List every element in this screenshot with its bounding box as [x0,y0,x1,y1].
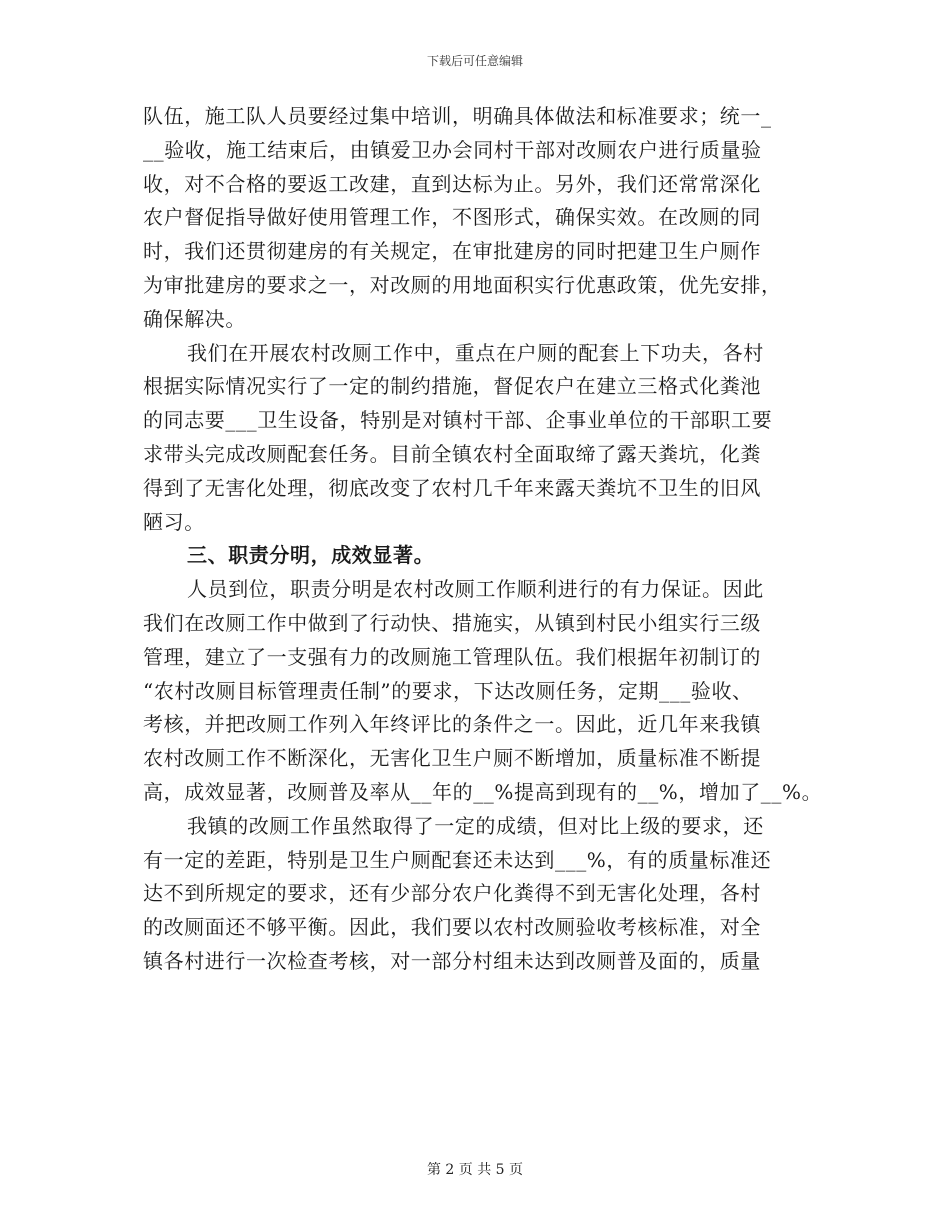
paragraph-line: 的同志要___卫生设备，特别是对镇村干部、企事业单位的干部职工要 [143,408,773,433]
document-body [143,100,823,979]
paragraph-line: 确保解决。 [143,306,246,331]
paragraph-line: 有一定的差距，特别是卫生户厕配套还未达到___%，有的质量标准还 [143,847,772,872]
paragraph-line: 达不到所规定的要求，还有少部分农户化粪得不到无害化处理，各村 [143,881,761,906]
paragraph-line: 得到了无害化处理，彻底改变了农村几千年来露天粪坑不卫生的旧风 [143,475,761,500]
paragraph-line: 高，成效显著，改厕普及率从__年的__%提高到现有的__%，增加了__%。 [143,779,823,804]
page-number: 第 2 页 共 5 页 [426,1162,524,1178]
paragraph-line: 陋习。 [143,509,205,534]
paragraph-line: 收，对不合格的要返工改建，直到达标为止。另外，我们还常常深化 [143,171,761,196]
paragraph-line: 求带头完成改厕配套任务。目前全镇农村全面取缔了露天粪坑，化粪 [143,441,761,466]
paragraph-line: 农村改厕工作不断深化，无害化卫生户厕不断增加，质量标准不断提 [143,746,761,771]
paragraph-line: 的改厕面还不够平衡。因此，我们要以农村改厕验收考核标准，对全 [143,915,761,940]
paragraph-first-line: 人员到位，职责分明是农村改厕工作顺利进行的有力保证。因此 [187,577,764,602]
paragraph-line: 根据实际情况实行了一定的制约措施，督促农户在建立三格式化粪池 [143,374,761,399]
section-heading: 三、职责分明，成效显著。 [187,543,435,568]
paragraph-line: 队伍，施工队人员要经过集中培训，明确具体做法和标准要求；统一_ [143,104,772,128]
paragraph-line: 管理，建立了一支强有力的改厕施工管理队伍。我们根据年初制订的 [143,644,761,669]
paragraph-first-line: 我镇的改厕工作虽然取得了一定的成绩，但对比上级的要求，还 [187,813,764,838]
paragraph-line: 镇各村进行一次检查考核，对一部分村组未达到改厕普及面的，质量 [143,948,761,973]
paragraph-line: 时，我们还贯彻建房的有关规定，在审批建房的同时把建卫生户厕作 [143,239,761,264]
paragraph-line: “农村改厕目标管理责任制”的要求，下达改厕任务，定期___验收、 [143,678,753,703]
paragraph-first-line: 我们在开展农村改厕工作中，重点在户厕的配套上下功夫，各村 [187,340,764,365]
paragraph-line: __验收，施工结束后，由镇爱卫办会同村干部对改厕农户进行质量验 [143,137,762,162]
paragraph-line: 为审批建房的要求之一，对改厕的用地面积实行优惠政策，优先安排， [143,272,782,297]
paragraph-line: 考核，并把改厕工作列入年终评比的条件之一。因此，近几年来我镇 [143,712,761,737]
page-header-note: 下载后可任意编辑 [426,54,523,68]
paragraph-line: 我们在改厕工作中做到了行动快、措施实，从镇到村民小组实行三级 [143,610,761,635]
paragraph-line: 农户督促指导做好使用管理工作，不图形式，确保实效。在改厕的同 [143,205,761,230]
